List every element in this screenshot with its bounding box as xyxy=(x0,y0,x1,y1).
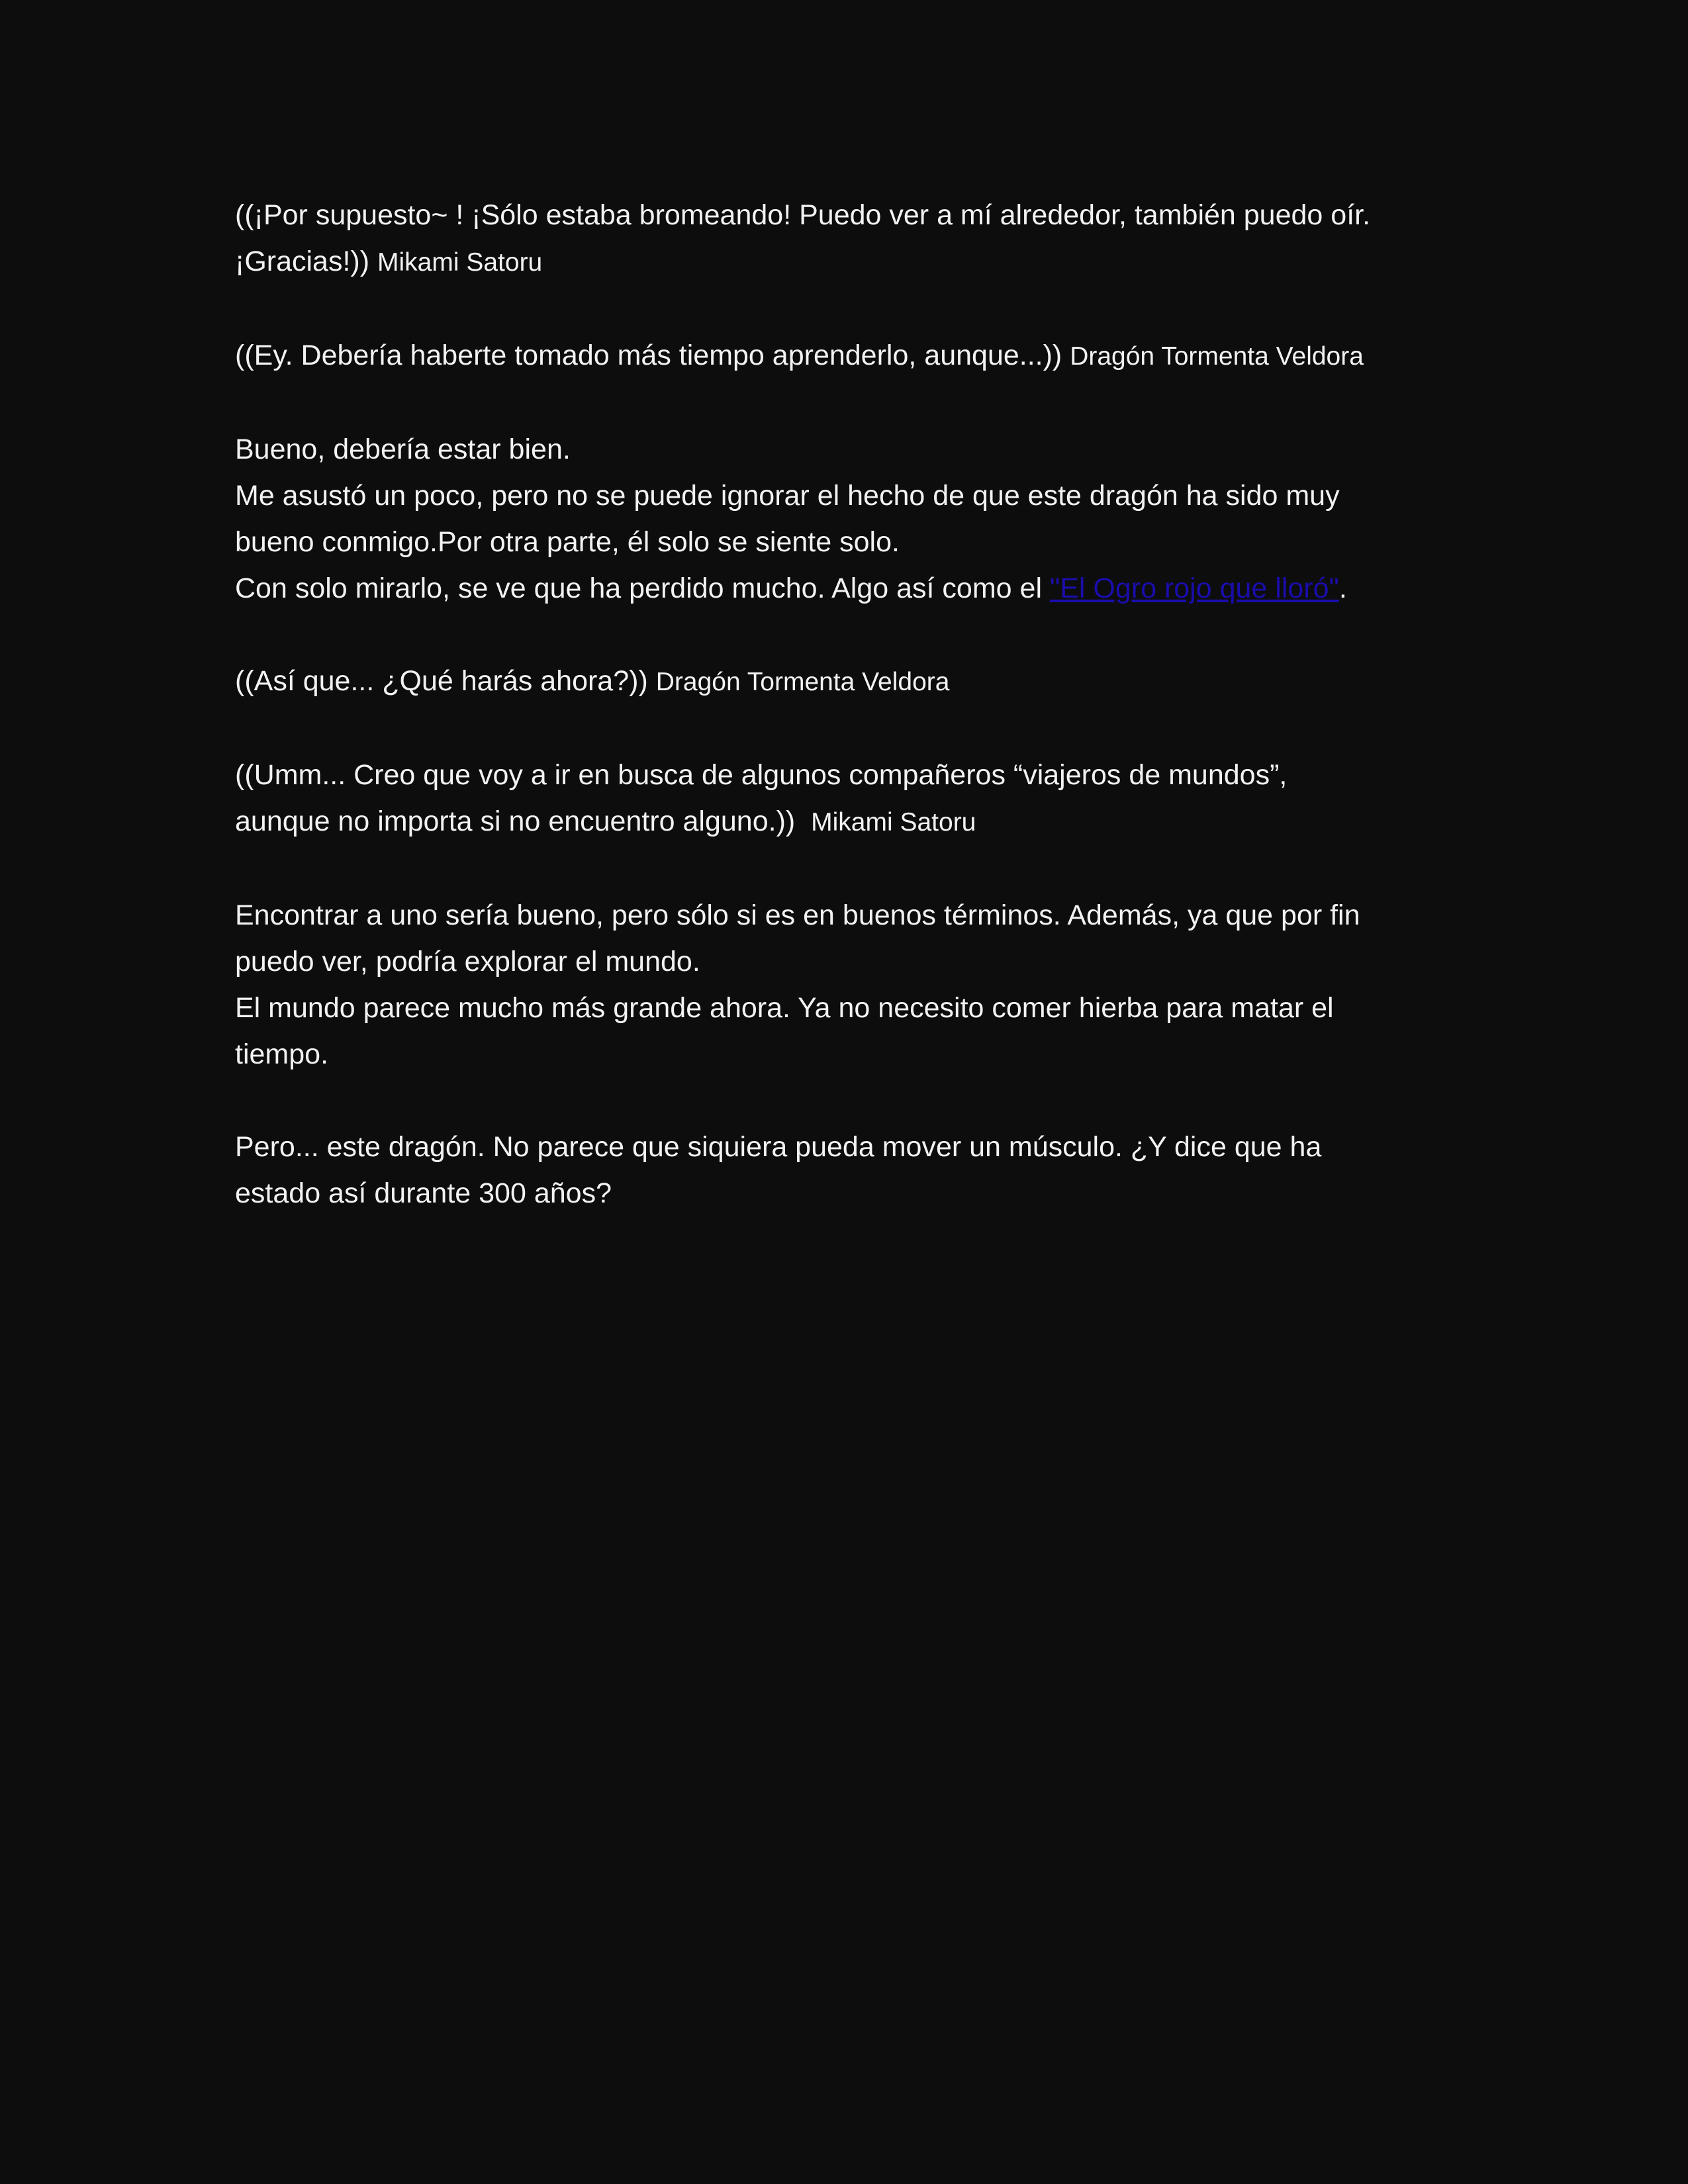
dialogue-line xyxy=(235,658,1466,705)
narration-line: puedo ver, podría explorar el mundo. xyxy=(235,946,700,978)
dialogue-line xyxy=(235,238,1466,286)
narration-text: Con solo mirarlo, se ve que ha perdido mucho. Algo así como el xyxy=(235,572,1042,604)
narration-line: estado así durante 300 años? xyxy=(235,1177,612,1209)
speaker-name: Dragón Tormenta Veldora xyxy=(1070,342,1364,371)
speaker-name: Dragón Tormenta Veldora xyxy=(655,668,950,696)
narration-line: Me asustó un poco, pero no se puede ignorar el hecho de que este dragón ha sido muy xyxy=(235,480,1340,512)
dialogue-line: ((¡Por supuesto~ ! ¡Sólo estaba bromeando! Puedo ver a mí alrededor, también puedo oír. xyxy=(235,199,1371,231)
document-body xyxy=(235,192,1466,1263)
dialogue-line xyxy=(235,798,1466,846)
dialogue-text: aunque no importa si no encuentro alguno.)) xyxy=(235,805,796,837)
dialogue-line xyxy=(235,332,1466,380)
speaker-name: Mikami Satoru xyxy=(377,248,543,277)
ogro-rojo-link[interactable]: "El Ogro rojo que lloró" xyxy=(1049,572,1339,604)
dialogue-text: ((Ey. Debería haberte tomado más tiempo aprenderlo, aunque...)) xyxy=(235,340,1062,371)
narration-line: Bueno, debería estar bien. xyxy=(235,433,571,465)
dialogue-veldora-2 xyxy=(235,658,1466,705)
dialogue-satoru-2 xyxy=(235,752,1466,846)
narration-period: . xyxy=(1338,572,1347,604)
dialogue-satoru-1 xyxy=(235,192,1466,286)
narration-line: El mundo parece mucho más grande ahora. Ya no necesito comer hierba para matar el xyxy=(235,992,1334,1024)
narration-line: Encontrar a uno sería bueno, pero sólo si es en buenos términos. Además, ya que por fin xyxy=(235,899,1360,931)
narration-paragraph-1 xyxy=(235,426,1466,612)
narration-line xyxy=(235,565,1466,612)
dialogue-text: ¡Gracias!)) xyxy=(235,246,370,277)
speaker-name: Mikami Satoru xyxy=(811,808,976,837)
dialogue-text: ((Así que... ¿Qué harás ahora?)) xyxy=(235,665,648,697)
dialogue-veldora-1 xyxy=(235,332,1466,380)
narration-line: Pero... este dragón. No parece que siquiera pueda mover un músculo. ¿Y dice que ha xyxy=(235,1131,1322,1163)
narration-line: tiempo. xyxy=(235,1038,329,1070)
narration-paragraph-2 xyxy=(235,892,1466,1077)
narration-line: bueno conmigo.Por otra parte, él solo se siente solo. xyxy=(235,526,900,558)
narration-paragraph-3 xyxy=(235,1124,1466,1216)
dialogue-line: ((Umm... Creo que voy a ir en busca de algunos compañeros “viajeros de mundos”, xyxy=(235,759,1288,791)
